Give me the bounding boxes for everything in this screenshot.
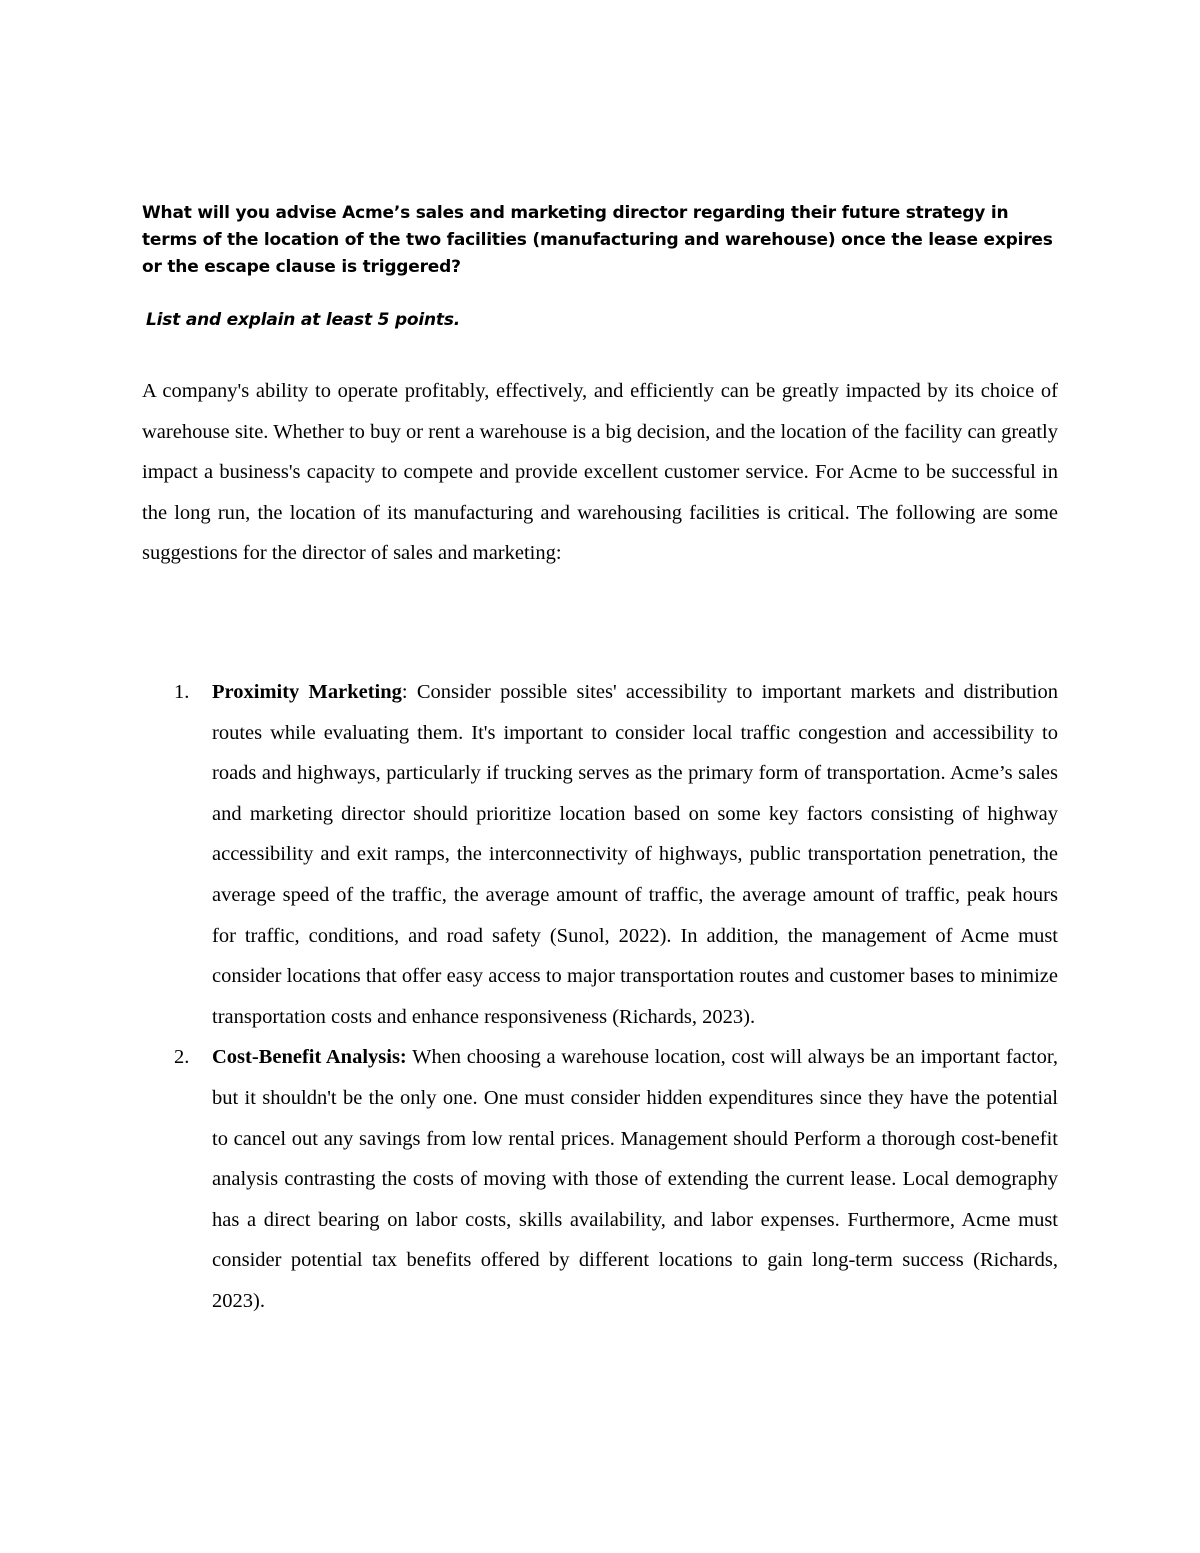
- list-item-title: Cost-Benefit Analysis:: [212, 1046, 407, 1069]
- question-heading: What will you advise Acme’s sales and marketing director regarding their future strategy in terms of the location of the two facilities (manufacturing and warehouse) once the lease expires or the escape clause is triggered?: [142, 203, 1053, 277]
- intro-paragraph: A company's ability to operate profitably, effectively, and efficiently can be greatly impacted by its choice of warehouse site. Whether to buy or rent a warehouse is a big decision, and the location of the facility can greatly impact a business's capacity to compete and provide excellent customer service. For Acme to be successful in the long run, the location of its manufacturing and warehousing facilities is critical. The following are some suggestions for the director of sales and marketing:: [142, 380, 1058, 565]
- list-item-number: 1.: [174, 681, 190, 703]
- list-item: [142, 1037, 1058, 1321]
- instruction-text: List and explain at least 5 points.: [146, 310, 461, 330]
- list-item-body: Consider possible sites' accessibility to important markets and distribution routes while evaluating them. It's important to consider local traffic congestion and accessibility to roads and highways, particularly if trucking serves as the primary form of transportation. Acme’s sales and marketing director should prioritize location based on some key factors consisting of highway accessibility and exit ramps, the interconnectivity of highways, public transportation penetration, the average speed of the traffic, the average amount of traffic, the average amount of traffic, peak hours for traffic, conditions, and road safety (Sunol, 2022). In addition, the management of Acme must consider locations that offer easy access to major transportation routes and customer bases to minimize transportation costs and enhance responsiveness (Richards, 2023).: [212, 681, 1058, 1028]
- list-item-title: Proximity Marketing: [212, 681, 402, 703]
- list-item-body: When choosing a warehouse location, cost will always be an important factor, but it shouldn't be the only one. One must consider hidden expenditures since they have the potential to cancel out any savings from low rental prices. Management should Perform a thorough cost-benefit analysis contrasting the costs of moving with those of extending the current lease. Local demography has a direct bearing on labor costs, skills availability, and labor expenses. Furthermore, Acme must consider potential tax benefits offered by different locations to gain long-term success (Richards, 2023).: [212, 1046, 1059, 1312]
- list-item: [142, 672, 1058, 1037]
- list-item-number: 2.: [174, 1046, 190, 1069]
- points-list: [142, 672, 1058, 1322]
- list-item-separator: :: [401, 681, 408, 703]
